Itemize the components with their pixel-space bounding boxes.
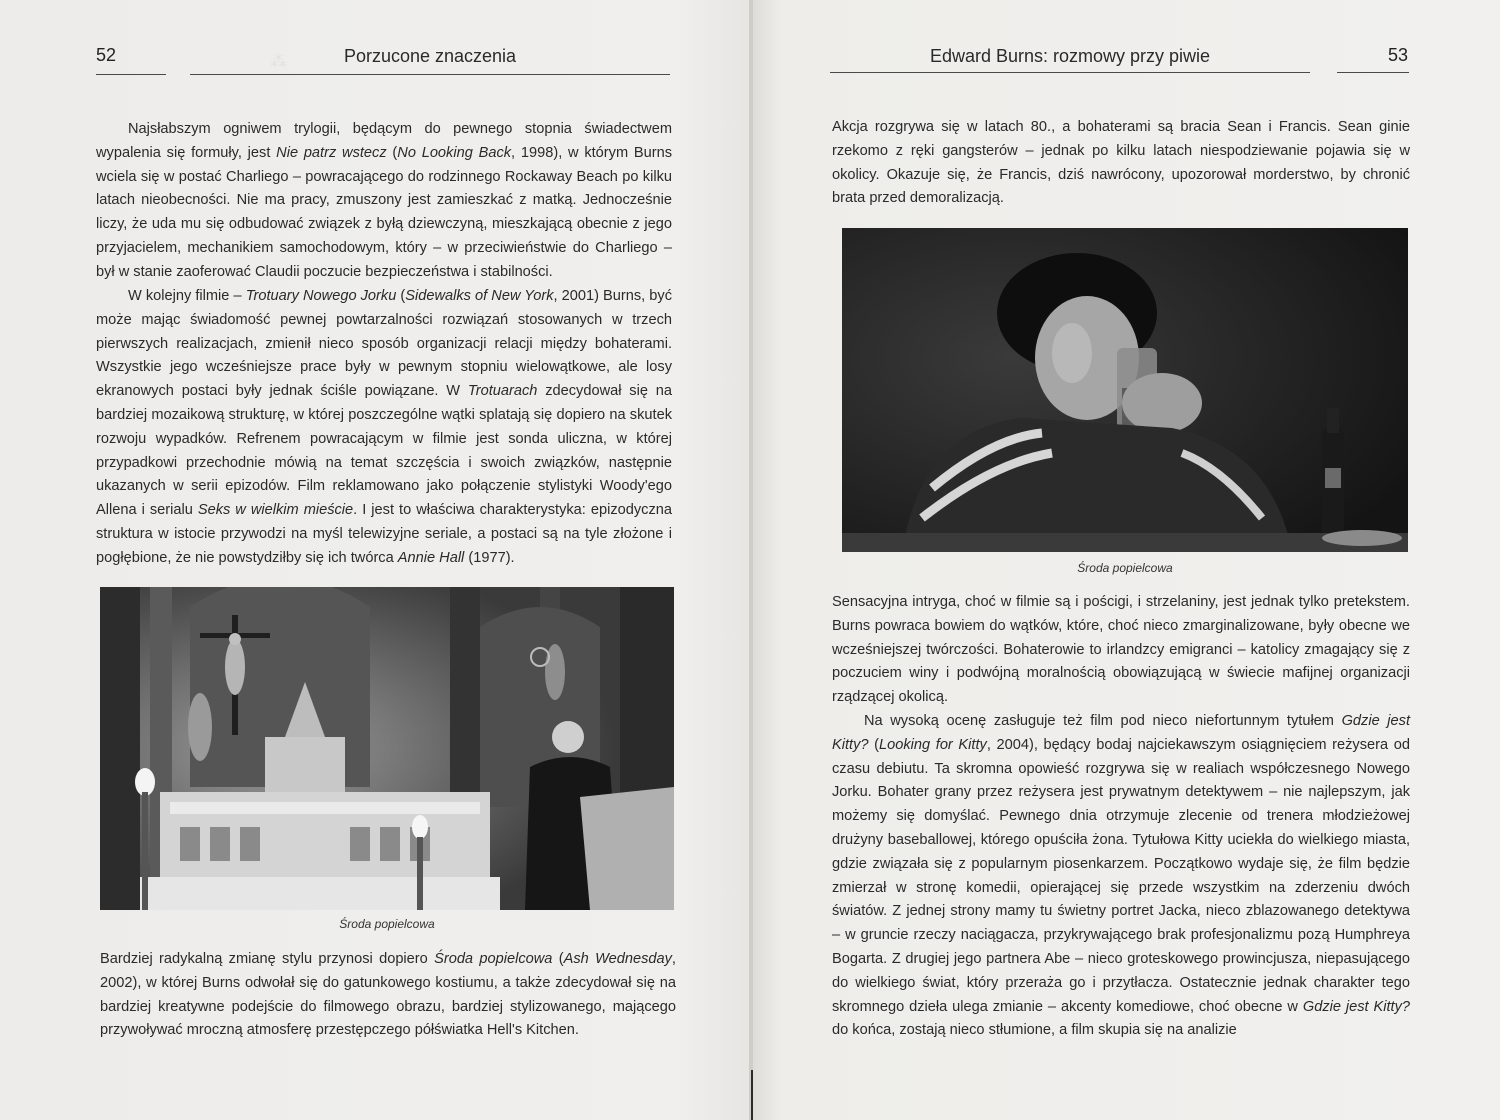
running-head: Porzucone znaczenia [343, 46, 517, 66]
header-rule-long [830, 72, 1310, 73]
header-rule-long [190, 74, 670, 75]
paragraph-1: Najsłabszym ogniwem trylogii, będącym do pewnego stopnia świadectwem wypalenia się formuły, jest Nie patrz wstecz (No Looking Back, 1998), w którym Burns wciela się w postać Charliego – powracającego do rodzinnego Rockaway Beach po kilku latach nieobecności. Nie ma pracy, zmuszony jest zamieszkać z matką. Jednocześnie liczy, że uda mu się odbudować związek z byłą dziewczyną, mieszkającą obecnie z jego przyjacielem, mechanikiem samochodowym, który – w przeciwieństwie do Charliego – był w stanie zaoferować Claudii poczucie bezpieczeństwa i stabilności. [96, 121, 672, 280]
figure-caption: Środa popielcowa [339, 917, 435, 931]
man-drinking-photo [842, 228, 1408, 552]
gutter-shadow [751, 1070, 753, 1120]
figure-caption: Środa popielcowa [1077, 561, 1173, 575]
page-number: 53 [1388, 45, 1409, 65]
right-page [752, 0, 1500, 1120]
header-rule-short [1337, 72, 1409, 73]
paragraph-1: Akcja rozgrywa się w latach 80., a bohaterami są bracia Sean i Francis. Sean ginie rzekomo z ręki gangsterów – jednak po kilku latach niespodziewanie pojawia się w okolicy. Okazuje się, że Francis, dziś nawrócony, upozorował morderstwo, by chronić brata przed demoralizacją. [832, 119, 1410, 207]
paragraph-2: W kolejny filmie – Trotuary Nowego Jorku (Sidewalks of New York, 2001) Burns, być może mając świadomość pewnej powtarzalności rozwiązań stosowanych w trzech pierwszych realizacjach, zmienił nieco sposób organizacji relacji między bohaterami. Wszystkie jego wcześniejsze prace były w pewnym stopniu wielowątkowe, ale losy ekranowych postaci były jednak ściśle powiązane. W Trotuarach zdecydował się na bardziej mozaikową strukturę, w której poszczególne wątki splatają się dopiero na skutek rozwoju wypadków. Refrenem powracającym w filmie jest sonda uliczna, w której przypadkowi przechodnie mówią na temat szczęścia i swoich związków, następnie ukazanych w serii epizodów. Film reklamowano jako połączenie stylistyki Woody'ego Allena i serialu Seks w wielkim mieście. I jest to właściwa charakterystyka: epizodyczna struktura w istocie przywodzi na myśl telewizyjne seriale, a postaci są na tyle złożone i pogłębione, że nie powstydziłby się ich twórca Annie Hall (1977). [96, 288, 672, 566]
paragraph-3: Na wysoką ocenę zasługuje też film pod nieco niefortunnym tytułem Gdzie jest Kitty? (Looking for Kitty, 2004), będący bodaj najciekawszym osiągnięciem reżysera od czasu debiutu. Ta skromna opowieść rozgrywa się w realiach współczesnego Nowego Jorku. Bohater grany przez reżysera jest prywatnym detektywem – nie najlepszym, jak możemy się domyślać. Pewnego dnia otrzymuje zlecenie od trenera młodzieżowej drużyny baseballowej, którego opuściła żona. Tytułowa Kitty uciekła do wielkiego miasta, gdzie związała się z popularnym piosenkarzem. Początkowo wydaje się, że film będzie zmierzał w stronę komedii, opierającej się przede wszystkim na zderzeniu dwóch światów. Z jednej strony mamy tu świetny portret Jacka, nieco zblazowanego detektywa – w gruncie rzeczy naciągacza, przykrywającego brak profesjonalizmu pozą Humphreya Bogarta. Z drugiej jego partnera Abe – nieco groteskowego prowincjusza, niepasującego do wielkiego świat, który przeraża go i przytłacza. Ostatecznie jednak charakter tego skromnego dzieła ulega zmianie – akcenty komediowe, choć obecne w Gdzie jest Kitty? do końca, zostają nieco stłumione, a film skupia się na analizie [832, 713, 1410, 1039]
church-altar-photo [100, 587, 674, 910]
man-drinking-illustration [842, 228, 1408, 552]
paragraph-3: Bardziej radykalną zmianę stylu przynosi dopiero Środa popielcowa (Ash Wednesday, 2002), w której Burns odwołał się do gatunkowego kostiumu, a także zdecydował się na bardziej kreatywne podejście do filmowego obrazu, bardziej stylizowanego, mającego przywoływać mroczną atmosferę przestępczego półświatka Hell's Kitchen. [100, 951, 676, 1039]
header-rule-short [96, 74, 166, 75]
book-gutter [749, 0, 753, 1120]
show-through-text: ⁂ [270, 52, 287, 71]
paragraph-2: Sensacyjna intryga, choć w filmie są i pościgi, i strzelaniny, jest jednak tylko pretekstem. Burns powraca bowiem do wątków, które, choć nieco zmarginalizowane, były obecne we wcześniejszej twórczości. Bohaterowie to irlandzcy emigranci – katolicy zmagający się z poczuciem winy i podwójną moralnością obowiązującą w świecie mafijnej organizacji rządzącej okolicą. [832, 594, 1410, 706]
running-head: Edward Burns: rozmowy przy piwie [929, 46, 1211, 66]
page-number: 52 [96, 45, 117, 65]
church-altar-illustration [100, 587, 674, 910]
